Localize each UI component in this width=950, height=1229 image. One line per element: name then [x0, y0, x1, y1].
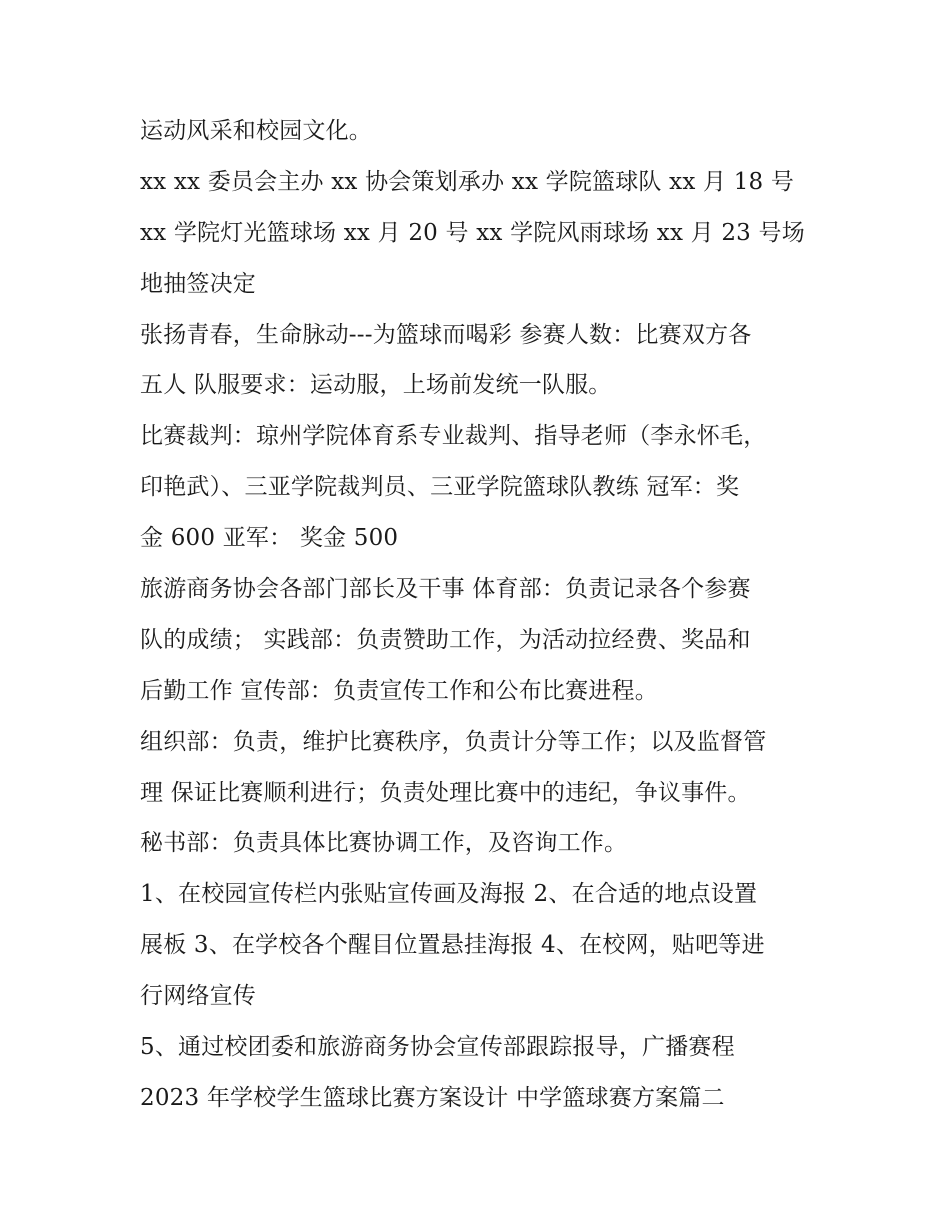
text-line: 1、在校园宣传栏内张贴宣传画及海报 2、在合适的地点设置 [140, 881, 758, 908]
text-line: 运动风采和校园文化。 [140, 118, 372, 144]
text-line: 张扬青春，生命脉动---为篮球而喝彩 参赛人数：比赛双方各 [140, 321, 752, 348]
text-line: xx 学院灯光篮球场 xx 月 20 号 xx 学院风雨球场 xx 月 23 号场 [140, 219, 805, 246]
text-line: 秘书部：负责具体比赛协调工作，及咨询工作。 [140, 830, 628, 857]
text-line: 金 600 亚军： 奖金 500 [140, 525, 399, 552]
text-line: 后勤工作 宣传部：负责宣传工作和公布比赛进程。 [140, 677, 658, 704]
text-line: xx xx 委员会主办 xx 协会策划承办 xx 学院篮球队 xx 月 18 号 [140, 168, 795, 195]
text-line: 五人 队服要求：运动服，上场前发统一队服。 [140, 372, 612, 399]
text-line: 队的成绩； 实践部：负责赞助工作，为活动拉经费、奖品和 [140, 626, 751, 653]
document-body [140, 106, 830, 1124]
text-line: 组织部：负责，维护比赛秩序，负责计分等工作；以及监督管 [140, 728, 767, 755]
text-line: 理 保证比赛顺利进行；负责处理比赛中的违纪，争议事件。 [140, 779, 751, 806]
text-line: 5、通过校团委和旅游商务协会宣传部跟踪报导，广播赛程 [140, 1034, 735, 1061]
text-line: 2023 年学校学生篮球比赛方案设计 中学篮球赛方案篇二 [140, 1084, 725, 1111]
text-line: 比赛裁判：琼州学院体育系专业裁判、指导老师（李永怀毛， [140, 423, 767, 450]
text-line: 展板 3、在学校各个醒目位置悬挂海报 4、在校网，贴吧等进 [140, 932, 765, 959]
text-line: 行网络宣传 [140, 983, 256, 1010]
text-line: 印艳武）、三亚学院裁判员、三亚学院篮球队教练 冠军：奖 [140, 474, 740, 501]
text-line: 旅游商务协会各部门部长及干事 体育部：负责记录各个参赛 [140, 576, 751, 603]
text-line: 地抽签决定 [140, 270, 256, 297]
